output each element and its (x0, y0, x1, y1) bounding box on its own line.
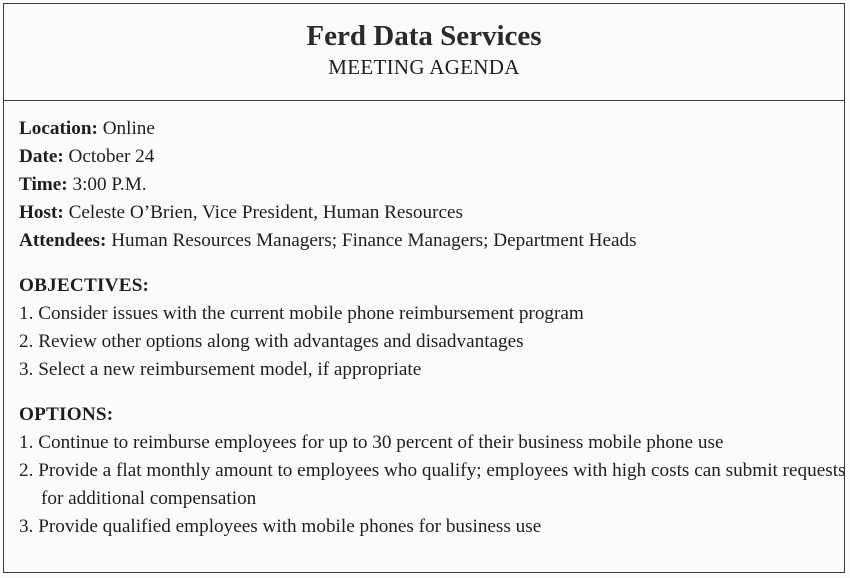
options-heading: OPTIONS: (19, 404, 114, 425)
agenda-body (4, 101, 844, 541)
host-label: Host: (19, 202, 64, 223)
date-label: Date: (19, 146, 64, 167)
date-line (19, 143, 844, 171)
time-line (19, 171, 844, 199)
objective-item: 2. Review other options along with advantages and disadvantages (19, 331, 524, 352)
document-title: MEETING AGENDA (328, 55, 520, 79)
host-value: Celeste O’Brien, Vice President, Human Resources (63, 202, 463, 223)
date-value: October 24 (63, 146, 155, 167)
location-value: Online (97, 118, 155, 139)
attendees-label: Attendees: (19, 230, 107, 251)
option-item: 1. Continue to reimburse employees for up to 30 percent of their business mobile phone use (19, 432, 724, 453)
agenda-header (4, 4, 844, 101)
location-line (19, 115, 844, 143)
attendees-value: Human Resources Managers; Finance Managers; Department Heads (106, 230, 637, 251)
option-item: 2. Provide a flat monthly amount to employees who qualify; employees with high costs can submit requests for additional compensation (19, 460, 846, 509)
agenda-document (3, 3, 845, 573)
objective-item: 1. Consider issues with the current mobile phone reimbursement program (19, 303, 584, 324)
attendees-line (19, 227, 844, 255)
meeting-details (19, 115, 844, 255)
option-item: 3. Provide qualified employees with mobile phones for business use (19, 516, 542, 537)
company-name: Ferd Data Services (306, 20, 542, 52)
options-section (19, 401, 844, 541)
objective-item: 3. Select a new reimbursement model, if appropriate (19, 359, 422, 380)
time-value: 3:00 P.M. (67, 174, 147, 195)
location-label: Location: (19, 118, 98, 139)
objectives-section (19, 272, 844, 384)
host-line (19, 199, 844, 227)
objectives-heading: OBJECTIVES: (19, 275, 150, 296)
time-label: Time: (19, 174, 68, 195)
